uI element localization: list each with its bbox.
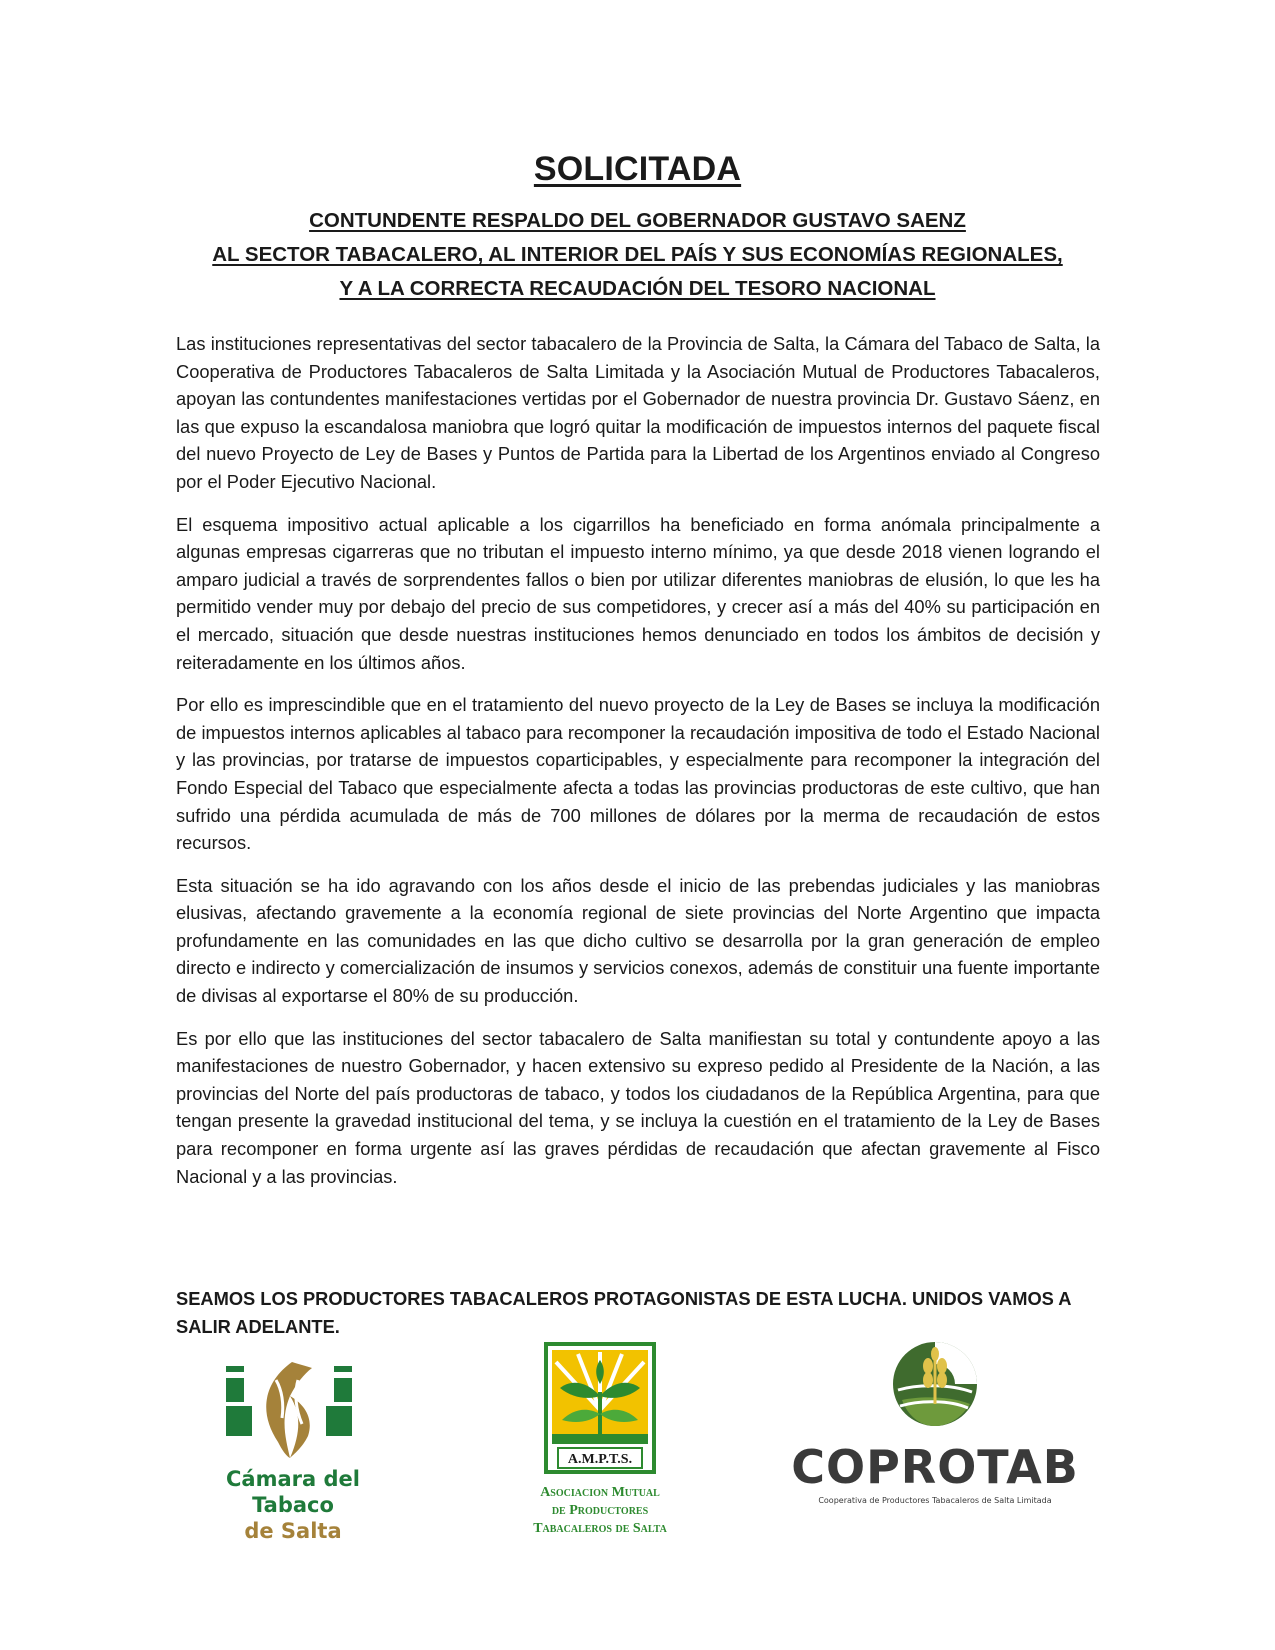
camara-name-line-2: de Salta [244, 1519, 342, 1543]
closing-statement: SEAMOS LOS PRODUCTORES TABACALEROS PROTAGONISTAS DE ESTA LUCHA. UNIDOS VAMOS A SALIR ADELANTE. [176, 1288, 1071, 1337]
coprotab-subtitle: Cooperativa de Productores Tabacaleros de Salta Limitada [818, 1496, 1052, 1505]
ampts-logo [500, 1340, 700, 1540]
subtitle-line-2: AL SECTOR TABACALERO, AL INTERIOR DEL PAÍS Y SUS ECONOMÍAS REGIONALES, [212, 243, 1063, 266]
paragraph-4: Esta situación se ha ido agravando con los años desde el inicio de las prebendas judiciales y las maniobras elusivas, afectando gravemente a la economía regional de siete provincias del Norte Argentino que impacta profundamente en las comunidades en las que dicho cultivo se desarrolla por la gran generación de empleo directo e indirecto y comercialización de insumos y servicios conexos, además de constituir una fuente importante de divisas al exportarse el 80% de su producción. [176, 874, 1100, 1007]
ampts-sun-plant-logo-icon [500, 1340, 700, 1480]
paragraph-5: Es por ello que las instituciones del sector tabacalero de Salta manifiestan su total y contundente apoyo a las manifestaciones de nuestro Gobernador, y hacen extensivo su expreso pedido al Presidente de la Nación, a las provincias del Norte del país productoras de tabaco, y todos los ciudadanos de la República Argentina, para que tengan presente la gravedad institucional del tema, y se incluya la cuestión en el tratamiento de la Ley de Bases para recomponer en forma urgente así las graves pérdidas de recaudación que afectan gravemente al Fisco Nacional y a las provincias. [176, 1027, 1100, 1187]
paragraph-1: Las instituciones representativas del sector tabacalero de la Provincia de Salta, la Cámara del Tabaco de Salta, la Cooperativa de Productores Tabacaleros de Salta Limitada y la Asociación Mutual de Productores Tabacaleros, apoyan las contundentes manifestaciones vertidas por el Gobernador de nuestra provincia Dr. Gustavo Sáenz, en las que expuso la escandalosa maniobra que logró quitar la modificación de impuestos internos del paquete fiscal del nuevo Proyecto de Ley de Bases y Puntos de Partida para la Libertad de los Argentinos enviado al Congreso por el Poder Ejecutivo Nacional. [176, 333, 1100, 492]
document-body [176, 330, 1100, 1205]
ampts-badge-text: A.M.P.T.S. [567, 1452, 633, 1467]
coprotab-leaf-circle-logo-icon [790, 1340, 1080, 1440]
subtitle-line-3: Y A LA CORRECTA RECAUDACIÓN DEL TESORO NACIONAL [339, 277, 936, 300]
ampts-name-line-2: de Productores [551, 1503, 649, 1518]
coprotab-name: COPROTAB [791, 1440, 1079, 1494]
camara-tabaco-logo [186, 1360, 400, 1543]
coprotab-logo [790, 1340, 1080, 1510]
document-title: SOLICITADA [533, 150, 742, 188]
subtitle-line-1: CONTUNDENTE RESPALDO DEL GOBERNADOR GUSTAVO SAENZ [309, 209, 966, 232]
ampts-name-line-1: Asociacion Mutual [540, 1485, 660, 1500]
camara-name-line-1: Cámara del Tabaco [226, 1467, 360, 1517]
camara-logo-text [186, 1466, 400, 1544]
camara-tobacco-leaf-logo-icon [186, 1360, 400, 1460]
paragraph-2: El esquema impositivo actual aplicable a los cigarrillos ha beneficiado en forma anómala principalmente a algunas empresas cigarreras que no tributan el impuesto interno mínimo, ya que desde 2018 vienen logrando el amparo judicial a través de sorprendentes fallos o bien por utilizar diferentes maniobras de elusión, lo que les ha permitido vender muy por debajo del precio de sus competidores, y crecer así a más del 40% su participación en el mercado, situación que desde nuestras instituciones hemos denunciado en todos los ámbitos de decisión y reiteradamente en los últimos años. [176, 513, 1100, 673]
ampts-name-line-3: Tabacaleros de Salta [533, 1521, 667, 1536]
paragraph-3: Por ello es imprescindible que en el tratamiento del nuevo proyecto de la Ley de Bases se incluya la modificación de impuestos internos aplicables al tabaco para recomponer la recaudación impositiva de todo el Estado Nacional y las provincias, por tratarse de impuestos coparticipables, y especialmente para recomponer la integración del Fondo Especial del Tabaco que especialmente afecta a todas las provincias productoras de este cultivo, que han sufrido una pérdida acumulada de más de 700 millones de dólares por la merma de recaudación de estos recursos. [176, 694, 1100, 854]
document-subtitle [0, 204, 1275, 306]
ampts-logo-text [500, 1484, 700, 1538]
